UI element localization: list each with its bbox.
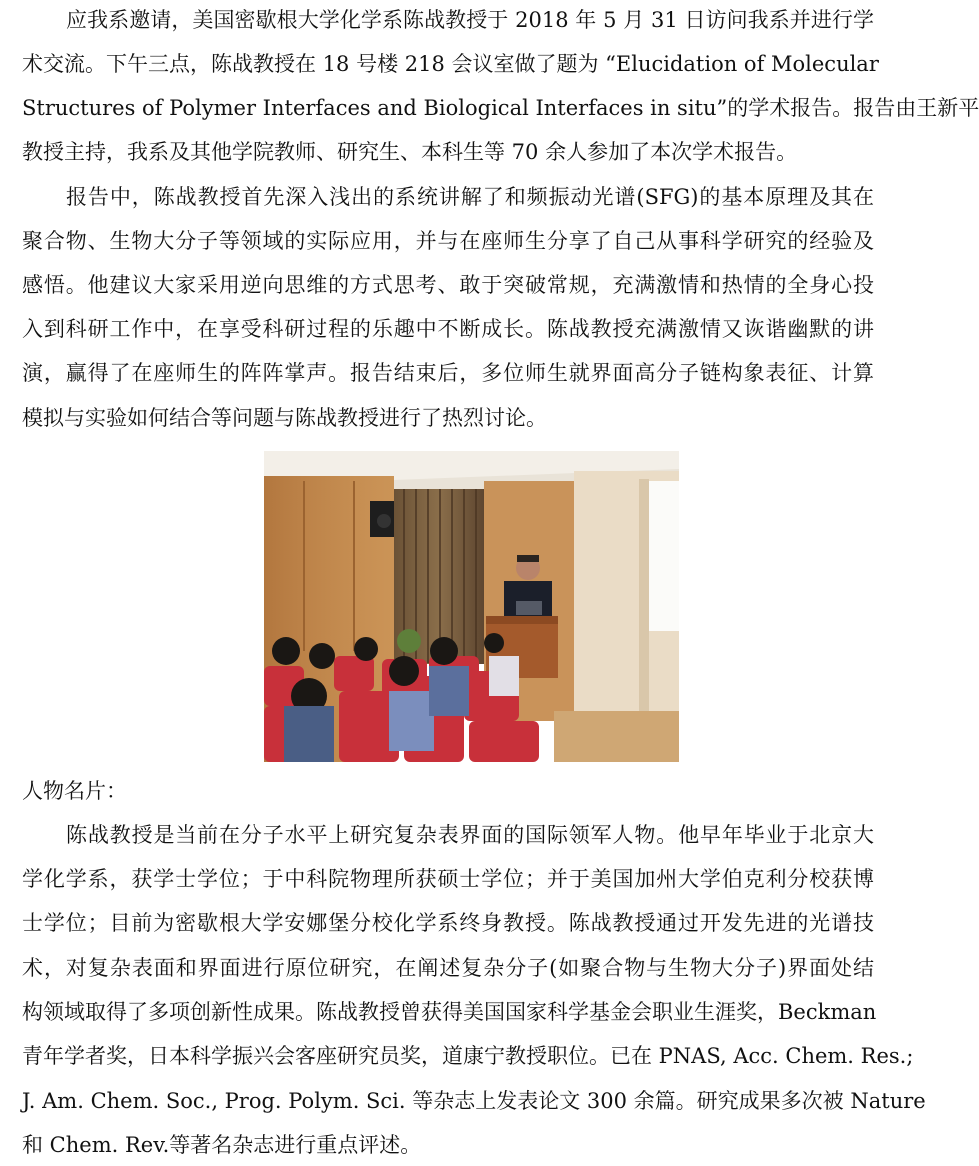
paragraph-line: 聚合物、生物大分子等领域的实际应用，并与在座师生分享了自己从事科学研究的经验及 <box>22 229 874 253</box>
paragraph-line: 教授主持，我系及其他学院教师、研究生、本科生等 70 余人参加了本次学术报告。 <box>22 140 798 164</box>
paragraph-line: 学化学系，获学士学位；于中科院物理所获硕士学位；并于美国加州大学伯克利分校获博 <box>22 867 874 891</box>
paragraph-line: 和 Chem. Rev.等著名杂志进行重点评述。 <box>22 1133 422 1157</box>
paragraph-line: Structures of Polymer Interfaces and Biological Interfaces in situ”的学术报告。报告由王新平 <box>22 96 979 120</box>
paragraph-line: 陈战教授是当前在分子水平上研究复杂表界面的国际领军人物。他早年毕业于北京大 <box>66 823 874 847</box>
paragraph-line: 士学位；目前为密歇根大学安娜堡分校化学系终身教授。陈战教授通过开发先进的光谱技 <box>22 911 874 935</box>
paragraph-line: 演，赢得了在座师生的阵阵掌声。报告结束后，多位师生就界面高分子链构象表征、计算 <box>22 361 874 385</box>
paragraph-line: 报告中，陈战教授首先深入浅出的系统讲解了和频振动光谱(SFG)的基本原理及其在 <box>66 185 874 209</box>
paragraph-line: 感悟。他建议大家采用逆向思维的方式思考、敢于突破常规，充满激情和热情的全身心投 <box>22 273 874 297</box>
paragraph-line: 术，对复杂表面和界面进行原位研究，在阐述复杂分子(如聚合物与生物大分子)界面处结 <box>22 956 874 980</box>
paragraph-line: 青年学者奖，日本科学振兴会客座研究员奖，道康宁教授职位。已在 PNAS, Acc. Chem. Res.; <box>22 1044 914 1068</box>
profile-heading: 人物名片： <box>22 779 127 803</box>
paragraph-line: J. Am. Chem. Soc., Prog. Polym. Sci. 等杂志上发表论文 300 余篇。研究成果多次被 Nature <box>22 1089 926 1113</box>
paragraph-line: 模拟与实验如何结合等问题与陈战教授进行了热烈讨论。 <box>22 406 547 430</box>
lecture-photo <box>264 451 679 762</box>
paragraph-line: 入到科研工作中，在享受科研过程的乐趣中不断成长。陈战教授充满激情又诙谐幽默的讲 <box>22 317 874 341</box>
paragraph-line: 构领域取得了多项创新性成果。陈战教授曾获得美国国家科学基金会职业生涯奖，Beckman <box>22 1000 877 1024</box>
paragraph-line: 术交流。下午三点，陈战教授在 18 号楼 218 会议室做了题为 “Elucidation of Molecular <box>22 52 879 76</box>
paragraph-line: 应我系邀请，美国密歇根大学化学系陈战教授于 2018 年 5 月 31 日访问我系并进行学 <box>66 8 874 32</box>
